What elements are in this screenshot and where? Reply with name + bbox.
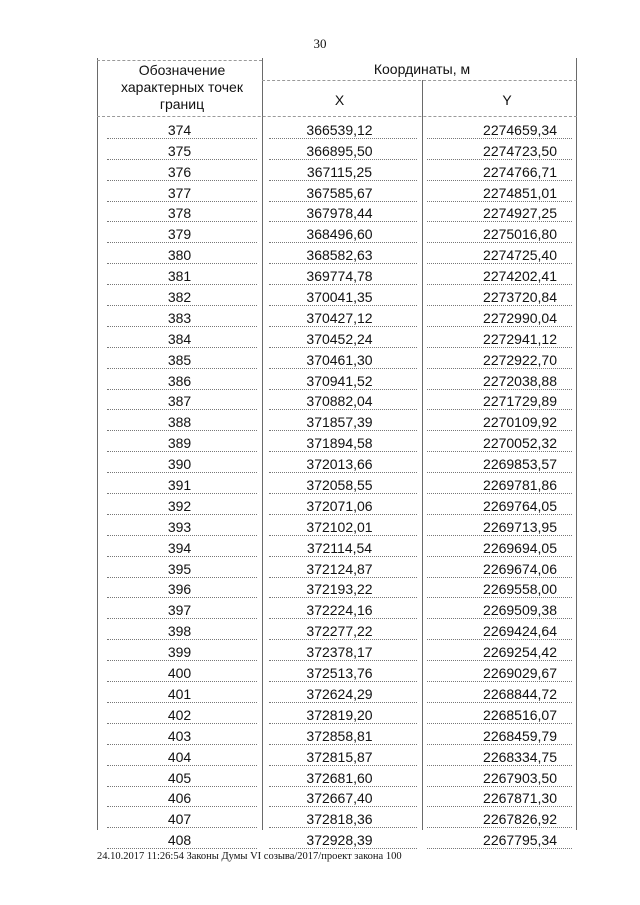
table-row (97, 306, 577, 327)
table-row (97, 181, 577, 202)
x-coordinate: 372513,76 (306, 665, 373, 682)
table-row (97, 745, 577, 766)
point-designation-header: Обозначение характерных точек границ (121, 62, 243, 112)
point-id: 388 (167, 414, 192, 431)
point-id: 398 (167, 623, 192, 640)
table-row (97, 557, 577, 578)
table-row (97, 390, 577, 411)
table-row (97, 285, 577, 306)
point-id: 384 (167, 330, 192, 347)
x-coordinate: 367585,67 (306, 184, 373, 201)
table-row (97, 452, 577, 473)
x-coordinate: 372071,06 (306, 497, 373, 514)
y-coordinate: 2268844,72 (483, 685, 557, 702)
x-coordinate: 372928,39 (306, 832, 373, 849)
point-id: 400 (167, 665, 192, 682)
y-coordinate: 2269029,67 (483, 665, 557, 682)
x-header: X (334, 92, 345, 108)
x-coordinate: 366895,50 (306, 142, 373, 159)
x-coordinate: 372378,17 (306, 644, 373, 661)
y-coordinate: 2269558,00 (483, 581, 557, 598)
x-coordinate: 372102,01 (306, 518, 373, 535)
header-mid-rule (262, 80, 577, 81)
table-row (97, 369, 577, 390)
coordinates-table (97, 58, 577, 849)
y-coordinate: 2271729,89 (483, 393, 557, 410)
x-coordinate: 370882,04 (306, 393, 373, 410)
y-coordinate: 2274723,50 (483, 142, 557, 159)
point-id: 374 (167, 121, 192, 138)
point-id: 401 (167, 685, 192, 702)
y-coordinate: 2269424,64 (483, 623, 557, 640)
x-coordinate: 366539,12 (306, 121, 373, 138)
y-coordinate: 2269254,42 (483, 644, 557, 661)
point-id: 396 (167, 581, 192, 598)
y-coordinate: 2269509,38 (483, 602, 557, 619)
point-id: 386 (167, 372, 192, 389)
point-id: 391 (167, 477, 192, 494)
table-row (97, 766, 577, 787)
x-coordinate: 372819,20 (306, 706, 373, 723)
point-id: 395 (167, 560, 192, 577)
y-coordinate: 2269781,86 (483, 477, 557, 494)
x-coordinate: 372858,81 (306, 727, 373, 744)
x-coordinate: 372114,54 (306, 539, 373, 556)
header-bottom-rule (97, 116, 577, 117)
table-row (97, 640, 577, 661)
point-id: 381 (167, 268, 192, 285)
y-coordinate: 2272941,12 (483, 330, 557, 347)
y-coordinate: 2269853,57 (483, 456, 557, 473)
point-id: 382 (167, 289, 192, 306)
table-body (97, 118, 577, 849)
table-row (97, 807, 577, 828)
table-row (97, 619, 577, 640)
y-coordinate: 2269764,05 (483, 497, 557, 514)
point-id: 392 (167, 497, 192, 514)
y-coordinate: 2274202,41 (483, 268, 557, 285)
point-id: 390 (167, 456, 192, 473)
y-coordinate: 2273720,84 (483, 289, 557, 306)
table-row (97, 139, 577, 160)
table-row (97, 536, 577, 557)
y-coordinate: 2272038,88 (483, 372, 557, 389)
table-row (97, 724, 577, 745)
x-coordinate: 370461,30 (306, 351, 373, 368)
table-row (97, 243, 577, 264)
point-id: 389 (167, 435, 192, 452)
point-id: 378 (167, 205, 192, 222)
y-coordinate: 2268334,75 (483, 748, 557, 765)
point-id: 407 (167, 811, 192, 828)
x-coordinate: 372013,66 (306, 456, 373, 473)
x-coordinate: 372058,55 (306, 477, 373, 494)
x-coordinate: 368496,60 (306, 226, 373, 243)
x-coordinate: 372277,22 (306, 623, 373, 640)
y-coordinate: 2267871,30 (483, 790, 557, 807)
table-row (97, 202, 577, 223)
y-coordinate: 2268516,07 (483, 706, 557, 723)
table-row (97, 828, 577, 849)
point-id: 383 (167, 309, 192, 326)
x-coordinate: 372124,87 (306, 560, 373, 577)
x-coordinate: 370941,52 (306, 372, 373, 389)
point-id: 380 (167, 247, 192, 264)
y-coordinate: 2274766,71 (483, 163, 557, 180)
point-id: 408 (167, 832, 192, 849)
point-id: 393 (167, 518, 192, 535)
x-coordinate: 372224,16 (306, 602, 373, 619)
x-coordinate: 370041,35 (306, 289, 373, 306)
table-row (97, 327, 577, 348)
x-coordinate: 371857,39 (306, 414, 373, 431)
x-coordinate: 370452,24 (306, 330, 373, 347)
y-coordinate: 2272922,70 (483, 351, 557, 368)
y-coordinate: 2274659,34 (483, 121, 557, 138)
y-coordinate: 2269674,06 (483, 560, 557, 577)
point-id: 406 (167, 790, 192, 807)
footer-stamp: 24.10.2017 11:26:54 Законы Думы VI созыва/2017/проект закона 100 (97, 851, 402, 862)
point-id: 377 (167, 184, 192, 201)
table-row (97, 431, 577, 452)
row-rule (427, 848, 572, 849)
x-coordinate: 372667,40 (306, 790, 373, 807)
point-id: 376 (167, 163, 192, 180)
y-coordinate: 2269694,05 (483, 539, 557, 556)
point-id: 403 (167, 727, 192, 744)
y-coordinate: 2268459,79 (483, 727, 557, 744)
table-row (97, 410, 577, 431)
y-coordinate: 2272990,04 (483, 309, 557, 326)
x-coordinate: 370427,12 (306, 309, 373, 326)
table-row (97, 598, 577, 619)
point-id: 379 (167, 226, 192, 243)
x-coordinate: 372624,29 (306, 685, 373, 702)
table-row (97, 661, 577, 682)
table-row (97, 264, 577, 285)
table-row (97, 682, 577, 703)
table-row (97, 703, 577, 724)
y-coordinate: 2274725,40 (483, 247, 557, 264)
table-row (97, 118, 577, 139)
table-row (97, 348, 577, 369)
x-coordinate: 372818,36 (306, 811, 373, 828)
row-rule (269, 848, 417, 849)
point-id: 399 (167, 644, 192, 661)
table-row (97, 787, 577, 808)
y-header: Y (502, 92, 512, 108)
point-id: 375 (167, 142, 192, 159)
point-id: 385 (167, 351, 192, 368)
table-row (97, 160, 577, 181)
point-id: 397 (167, 602, 192, 619)
table-row (97, 473, 577, 494)
table-row (97, 494, 577, 515)
table-row (97, 578, 577, 599)
x-coordinate: 369774,78 (306, 268, 373, 285)
point-id: 404 (167, 748, 192, 765)
x-coordinate: 367978,44 (306, 205, 373, 222)
y-coordinate: 2275016,80 (483, 226, 557, 243)
row-rule (107, 848, 257, 849)
coordinates-header: Координаты, м (373, 61, 471, 77)
x-coordinate: 367115,25 (306, 163, 373, 180)
y-coordinate: 2274927,25 (483, 205, 557, 222)
x-coordinate: 372681,60 (306, 769, 373, 786)
point-id: 387 (167, 393, 192, 410)
x-coordinate: 368582,63 (306, 247, 373, 264)
point-id: 394 (167, 539, 192, 556)
point-id: 402 (167, 706, 192, 723)
table-row (97, 222, 577, 243)
y-coordinate: 2269713,95 (483, 518, 557, 535)
y-coordinate: 2270109,92 (483, 414, 557, 431)
y-coordinate: 2267826,92 (483, 811, 557, 828)
x-coordinate: 372815,87 (306, 748, 373, 765)
x-coordinate: 372193,22 (306, 581, 373, 598)
y-coordinate: 2274851,01 (483, 184, 557, 201)
header-top-rule (97, 60, 262, 61)
y-coordinate: 2270052,32 (483, 435, 557, 452)
y-coordinate: 2267903,50 (483, 769, 557, 786)
y-coordinate: 2267795,34 (483, 832, 557, 849)
page-number: 30 (313, 36, 327, 51)
x-coordinate: 371894,58 (306, 435, 373, 452)
table-row (97, 515, 577, 536)
point-id: 405 (167, 769, 192, 786)
